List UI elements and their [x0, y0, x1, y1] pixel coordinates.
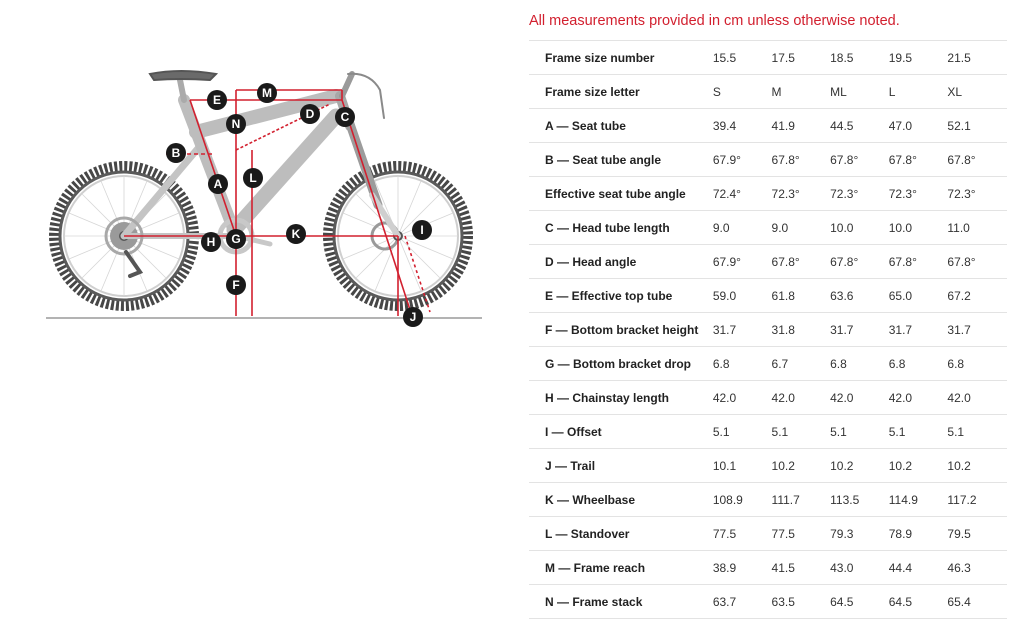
- svg-text:L: L: [249, 171, 257, 185]
- row-value: 77.5: [712, 526, 737, 541]
- row-value: 117.2: [947, 492, 977, 507]
- row-value: 38.9: [712, 560, 737, 575]
- svg-text:B: B: [171, 146, 181, 160]
- svg-text:H: H: [206, 235, 216, 249]
- row-value: 42.0: [830, 390, 854, 405]
- row-value: 41.5: [771, 560, 795, 575]
- row-value: 63.7: [712, 594, 737, 609]
- table-row: [529, 551, 1007, 585]
- row-value: 6.8: [888, 356, 906, 371]
- row-value: 6.8: [830, 356, 847, 371]
- row-value: L: [888, 84, 896, 99]
- row-value: 42.0: [947, 390, 971, 405]
- row-value: 67.9°: [712, 152, 741, 167]
- row-label: M — Frame reach: [545, 560, 646, 575]
- row-value: 31.7: [947, 322, 971, 337]
- row-value: 5.1: [830, 424, 847, 439]
- row-label: H — Chainstay length: [545, 390, 670, 405]
- svg-text:J: J: [409, 310, 417, 324]
- row-value: 67.9°: [712, 254, 741, 269]
- row-label: Frame size letter: [545, 84, 640, 99]
- row-value: 44.5: [830, 118, 854, 133]
- svg-text:I: I: [420, 223, 424, 237]
- marker-f: [226, 275, 246, 295]
- row-value: 72.3°: [830, 186, 859, 201]
- row-value: 5.1: [712, 424, 730, 439]
- row-value: 10.0: [830, 220, 854, 235]
- svg-text:G: G: [231, 232, 241, 246]
- row-value: S: [712, 84, 721, 99]
- row-label: I — Offset: [545, 424, 602, 439]
- row-value: 44.4: [888, 560, 913, 575]
- row-value: 64.5: [830, 594, 854, 609]
- marker-l: [243, 168, 263, 188]
- row-value: 19.5: [888, 50, 913, 65]
- row-label: C — Head tube length: [545, 220, 670, 235]
- svg-text:D: D: [305, 107, 315, 121]
- row-label: L — Standover: [545, 526, 630, 541]
- marker-a: [208, 174, 228, 194]
- marker-d: [300, 104, 320, 124]
- svg-text:N: N: [231, 117, 241, 131]
- row-value: 43.0: [830, 560, 854, 575]
- row-value: 42.0: [888, 390, 913, 405]
- svg-text:K: K: [291, 227, 301, 241]
- table-row: [529, 449, 1007, 483]
- svg-text:F: F: [232, 278, 240, 292]
- table-row: [529, 415, 1007, 449]
- marker-k: [286, 224, 306, 244]
- row-value: 5.1: [888, 424, 906, 439]
- row-value: 15.5: [712, 50, 737, 65]
- row-value: 42.0: [771, 390, 795, 405]
- table-row: [529, 245, 1007, 279]
- row-value: 10.1: [712, 458, 737, 473]
- row-value: 114.9: [888, 492, 918, 507]
- row-value: 9.0: [712, 220, 730, 235]
- svg-text:M: M: [262, 86, 272, 100]
- row-value: 10.2: [830, 458, 854, 473]
- row-value: 64.5: [888, 594, 913, 609]
- row-value: 108.9: [712, 492, 743, 507]
- row-value: 77.5: [771, 526, 795, 541]
- measurement-note: All measurements provided in cm unless otherwise noted.: [529, 13, 900, 29]
- marker-m: [257, 83, 277, 103]
- row-label: Frame size number: [545, 50, 655, 65]
- table-row: [529, 143, 1007, 177]
- row-value: 72.3°: [888, 186, 917, 201]
- svg-text:E: E: [212, 93, 222, 107]
- marker-n: [226, 114, 246, 134]
- marker-i: [412, 220, 432, 240]
- row-value: 5.1: [771, 424, 789, 439]
- table-row: [529, 211, 1007, 245]
- row-value: 31.8: [771, 322, 795, 337]
- row-value: 10.2: [947, 458, 971, 473]
- marker-c: [335, 107, 355, 127]
- row-value: 67.8°: [771, 152, 800, 167]
- svg-text:A: A: [213, 177, 223, 191]
- row-value: 67.8°: [830, 152, 859, 167]
- marker-b: [166, 143, 186, 163]
- table-row: [529, 75, 1007, 109]
- row-value: 9.0: [771, 220, 789, 235]
- geometry-table: [529, 40, 1007, 619]
- row-value: 10.2: [888, 458, 913, 473]
- row-value: 67.8°: [771, 254, 800, 269]
- table-row: [529, 517, 1007, 551]
- row-value: 42.0: [712, 390, 737, 405]
- row-value: 47.0: [888, 118, 913, 133]
- row-value: 72.3°: [771, 186, 800, 201]
- row-value: XL: [947, 84, 963, 99]
- row-value: 113.5: [830, 492, 860, 507]
- table-row: [529, 585, 1007, 619]
- row-value: 11.0: [947, 220, 970, 235]
- row-value: 10.2: [771, 458, 795, 473]
- row-value: 67.8°: [947, 152, 976, 167]
- row-value: 79.3: [830, 526, 854, 541]
- row-value: 65.0: [888, 288, 913, 303]
- row-value: 65.4: [947, 594, 971, 609]
- row-label: Effective seat tube angle: [545, 186, 686, 201]
- row-value: 46.3: [947, 560, 971, 575]
- row-value: 78.9: [888, 526, 913, 541]
- row-value: 67.8°: [830, 254, 859, 269]
- row-label: J — Trail: [545, 458, 596, 473]
- geometry-table-body: [529, 41, 1007, 619]
- row-value: 111.7: [771, 492, 800, 507]
- row-value: 31.7: [888, 322, 913, 337]
- table-row: [529, 313, 1007, 347]
- table-row: [529, 381, 1007, 415]
- row-value: 17.5: [771, 50, 795, 65]
- row-value: M: [771, 84, 782, 99]
- table-row: [529, 279, 1007, 313]
- row-value: 63.5: [771, 594, 795, 609]
- row-label: D — Head angle: [545, 254, 637, 269]
- row-value: 67.2: [947, 288, 971, 303]
- marker-e: [207, 90, 227, 110]
- table-row: [529, 109, 1007, 143]
- svg-text:C: C: [340, 110, 350, 124]
- row-label: B — Seat tube angle: [545, 152, 662, 167]
- measurement-markers: [166, 83, 432, 327]
- table-row: [529, 177, 1007, 211]
- row-value: 52.1: [947, 118, 971, 133]
- row-label: F — Bottom bracket height: [545, 322, 699, 337]
- row-value: 39.4: [712, 118, 737, 133]
- row-label: E — Effective top tube: [545, 288, 673, 303]
- row-value: 63.6: [830, 288, 854, 303]
- row-value: 67.8°: [888, 254, 917, 269]
- row-value: 67.8°: [888, 152, 917, 167]
- row-value: ML: [830, 84, 847, 99]
- row-label: N — Frame stack: [545, 594, 643, 609]
- bike-geometry-diagram: [0, 0, 510, 634]
- row-value: 6.7: [771, 356, 789, 371]
- table-row: [529, 483, 1007, 517]
- row-value: 72.4°: [712, 186, 741, 201]
- marker-j: [403, 307, 423, 327]
- row-value: 59.0: [712, 288, 737, 303]
- row-value: 31.7: [712, 322, 737, 337]
- row-label: G — Bottom bracket drop: [545, 356, 692, 371]
- row-value: 61.8: [771, 288, 795, 303]
- row-value: 67.8°: [947, 254, 976, 269]
- row-value: 18.5: [830, 50, 854, 65]
- table-row: [529, 41, 1007, 75]
- row-label: A — Seat tube: [545, 118, 626, 133]
- table-row: [529, 347, 1007, 381]
- row-value: 5.1: [947, 424, 965, 439]
- row-value: 41.9: [771, 118, 795, 133]
- row-value: 6.8: [947, 356, 965, 371]
- row-value: 10.0: [888, 220, 913, 235]
- row-label: K — Wheelbase: [545, 492, 636, 507]
- row-value: 21.5: [947, 50, 971, 65]
- marker-h: [201, 232, 221, 252]
- row-value: 31.7: [830, 322, 854, 337]
- marker-g: [226, 229, 246, 249]
- row-value: 79.5: [947, 526, 971, 541]
- row-value: 6.8: [712, 356, 730, 371]
- row-value: 72.3°: [947, 186, 976, 201]
